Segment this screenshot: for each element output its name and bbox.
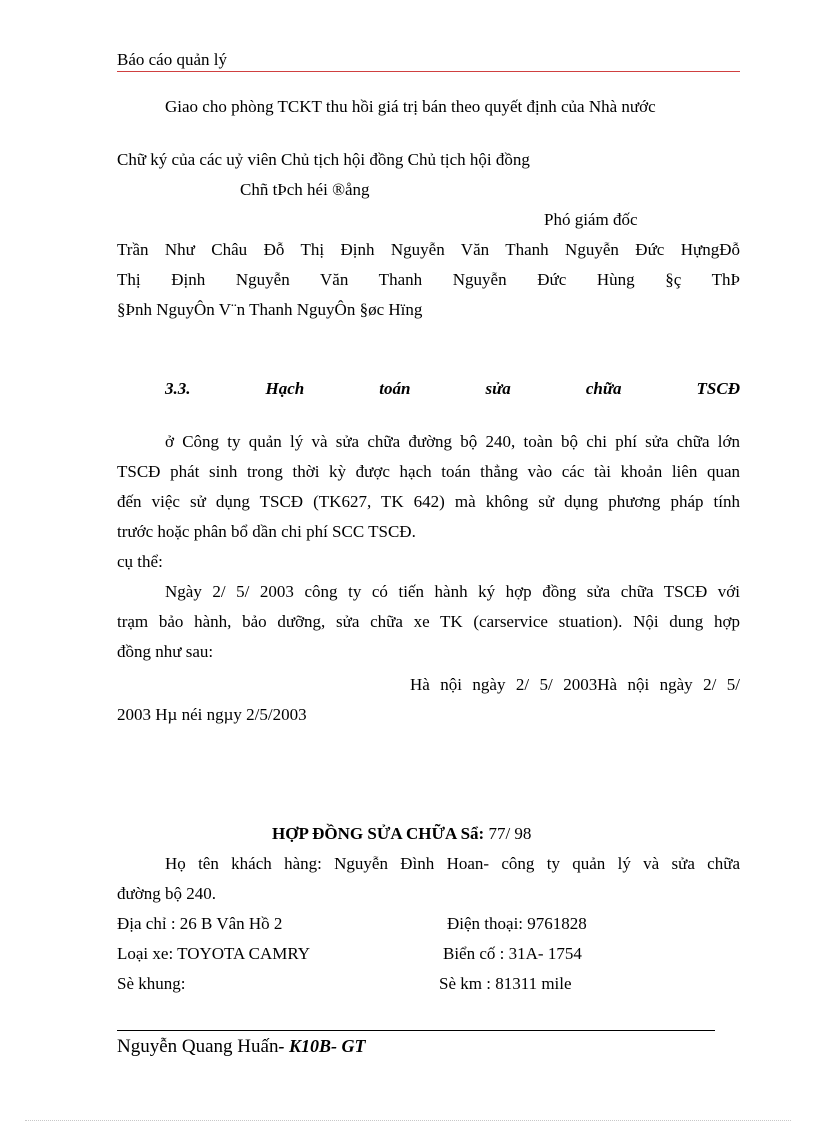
paragraph-2-line-2: trạm bảo hành, bảo dưỡng, sửa chữa xe TK (carservice stuation). Nội dung hợp — [117, 612, 740, 631]
paragraph-1-line-1: ở Công ty quản lý và sửa chữa đường bộ 240, toàn bộ chi phí sửa chữa lớn — [165, 432, 740, 451]
signature-line-3: Phó giám đốc — [544, 210, 638, 229]
paragraph-1-line-3: đến việc sử dụng TSCĐ (TK627, TK 642) mà không sử dụng phương pháp tính — [117, 492, 740, 511]
date-line-2: 2003 Hµ néi ngµy 2/5/2003 — [117, 705, 307, 724]
address-field: Địa chỉ : 26 B Vân Hồ 2 — [117, 914, 283, 933]
section-heading: 3.3. Hạch toán sửa chữa TSCĐ — [165, 379, 740, 398]
customer-line-1: Họ tên khách hàng: Nguyễn Đình Hoan- công ty quản lý và sửa chữa — [165, 854, 740, 873]
names-line-1: Trần Như Châu Đỗ Thị Định Nguyễn Văn Thanh Nguyễn Đức HựngĐỗ — [117, 240, 740, 259]
page-bottom-edge — [25, 1120, 791, 1121]
header-divider — [117, 71, 740, 72]
signature-line-2: Chñ tÞch héi ®ång — [240, 180, 370, 199]
contract-title — [272, 824, 531, 844]
footer-divider — [117, 1030, 715, 1031]
assign-line: Giao cho phòng TCKT thu hồi giá trị bán theo quyết định của Nhà nước — [165, 97, 656, 116]
paragraph-1-line-2: TSCĐ phát sinh trong thời kỳ được hạch toán thẳng vào các tài khoản liên quan — [117, 462, 740, 481]
paragraph-1-line-4: trước hoặc phân bổ dần chi phí SCC TSCĐ. — [117, 522, 416, 541]
phone-field: Điện thoại: 9761828 — [447, 914, 587, 933]
names-line-3: §Þnh NguyÔn V¨n Thanh NguyÔn §øc Hïng — [117, 300, 423, 319]
cu-the-label: cụ thể: — [117, 552, 163, 571]
km-field: Sè km : 81311 mile — [439, 974, 572, 993]
car-type-field: Loại xe: TOYOTA CAMRY — [117, 944, 311, 963]
footer-code: - K10B- GT — [278, 1036, 366, 1056]
date-line-1: Hà nội ngày 2/ 5/ 2003Hà nội ngày 2/ 5/ — [410, 675, 740, 694]
footer-author-line — [117, 1036, 365, 1058]
frame-field: Sè khung: — [117, 974, 186, 993]
plate-field: Biển cố : 31A- 1754 — [443, 944, 582, 963]
customer-line-2: đường bộ 240. — [117, 884, 216, 903]
signature-line-1: Chữ ký của các uỷ viên Chủ tịch hội đồng Chủ tịch hội đồng — [117, 150, 530, 169]
footer-author: Nguyễn Quang Huấn — [117, 1036, 279, 1057]
contract-title-text: HỢP ĐỒNG SỬA CHỮA Sẩ: — [272, 824, 485, 843]
contract-number: 77/ 98 — [488, 824, 532, 843]
names-line-2: Thị Định Nguyễn Văn Thanh Nguyễn Đức Hùng §ç ThÞ — [117, 270, 740, 289]
paragraph-2-line-1: Ngày 2/ 5/ 2003 công ty có tiến hành ký hợp đồng sửa chữa TSCĐ với — [165, 582, 740, 601]
header-title: Báo cáo quản lý — [117, 50, 227, 69]
paragraph-2-line-3: đồng như sau: — [117, 642, 214, 661]
